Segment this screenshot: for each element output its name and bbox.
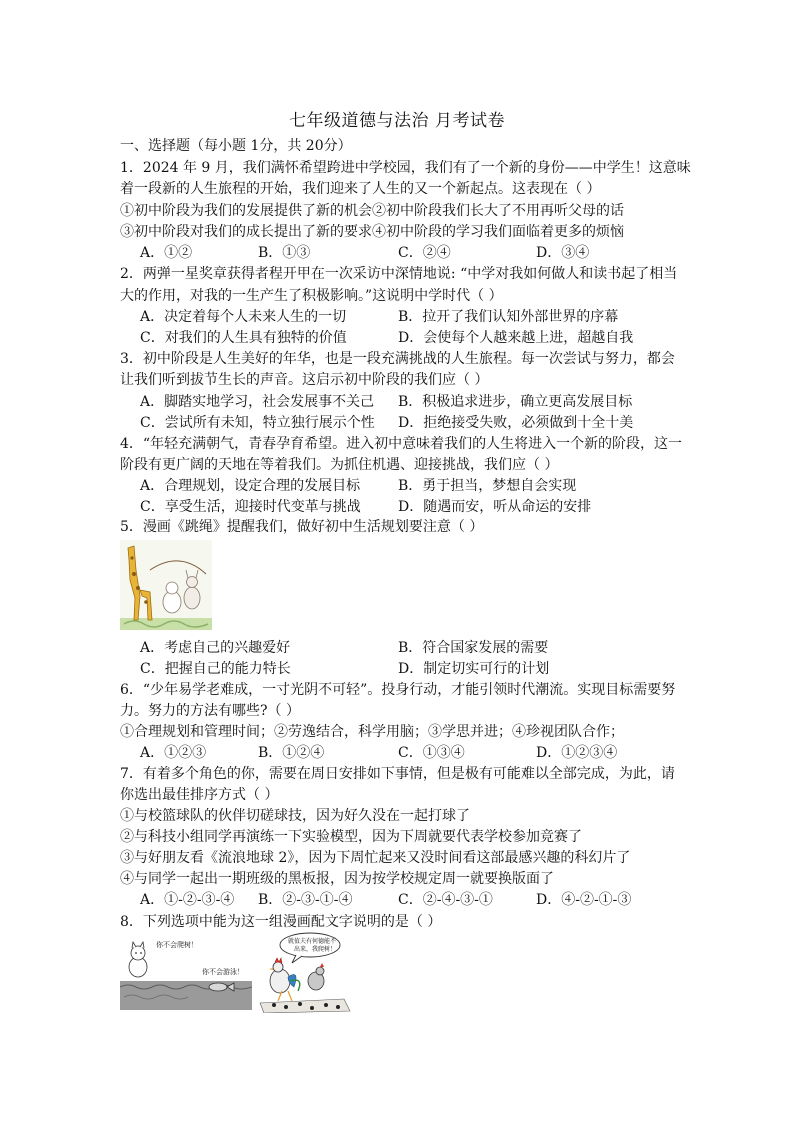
q7-stem-line-2: 你选出最佳排序方式（ ） [120, 787, 279, 803]
q2-stem-line-2: 大的作用，对我的一生产生了积极影响。”这说明中学时代（ ） [120, 288, 503, 304]
q2-option-c: C．对我们的人生具有独特的价值 [140, 330, 347, 346]
q4-option-b: B．勇于担当，梦想自会实现 [398, 478, 577, 494]
q8-cartoon-bubble-line-2: 出来，我爬树！ [294, 946, 337, 953]
q3-option-d: D．拒绝接受失败，必须做到十全十美 [398, 415, 634, 431]
q8-cartoon-left-image [120, 935, 252, 1010]
q4-stem-line-1: 4．“年轻充满朝气，青春孕育希望。进入初中意味着我们的人生将进入一个新的阶段，这一 [120, 436, 683, 452]
q2-option-d: D．会使每个人越来越上进，超越自我 [398, 330, 634, 346]
q2-option-a: A．决定着每个人未来人生的一切 [140, 309, 347, 325]
q7-option-c: C．②-④-③-① [398, 892, 493, 908]
q2-stem-line-1: 2．两弹一星奖章获得者程开甲在一次采访中深情地说: “中学对我如何做人和读书起了相当 [120, 266, 678, 282]
q3-stem-line-1: 3．初中阶段是人生美好的年华，也是一段充满挑战的人生旅程。每一次尝试与努力，都会 [120, 351, 675, 367]
page-title: 七年级道德与法治 月考试卷 [289, 111, 505, 131]
q8-cartoon-right-image [254, 931, 358, 1013]
q6-item-line-1: ①合理规划和管理时间；②劳逸结合，科学用脑；③学思并进；④珍视团队合作； [120, 724, 624, 740]
q8-cartoon-caption-2: 你不会游泳！ [202, 968, 244, 976]
q2-option-b: B．拉开了我们认知外部世界的序幕 [398, 309, 619, 325]
q3-option-b: B．积极追求进步，确立更高发展目标 [398, 394, 633, 410]
q7-item-2: ②与科技小组同学再演练一下实验模型，因为下周就要代表学校参加竞赛了 [120, 829, 582, 845]
q1-option-b: B．①③ [258, 245, 311, 261]
q6-stem-line-1: 6．“少年易学老难成，一寸光阴不可轻”。投身行动，才能引领时代潮流。实现目标需要努 [120, 682, 676, 698]
q7-option-d: D．④-②-①-③ [536, 892, 632, 908]
q7-option-a: A．①-②-③-④ [140, 892, 235, 908]
q5-stem: 5．漫画《跳绳》提醒我们，做好初中生活规划要注意（ ） [120, 519, 484, 535]
section-heading: 一、选择题（每小题 1分，共 20分） [120, 138, 352, 154]
q7-item-3: ③与好朋友看《流浪地球 2》，因为下周忙起来又没时间看这部最感兴趣的科幻片了 [120, 850, 631, 866]
q4-option-d: D．随遇而安，听从命运的安排 [398, 499, 592, 515]
q3-option-a: A．脚踏实地学习，社会发展事不关己 [140, 394, 375, 410]
q8-stem: 8．下列选项中能为这一组漫画配文字说明的是（ ） [120, 914, 442, 930]
q5-option-a: A．考虑自己的兴趣爱好 [140, 640, 291, 656]
q1-item-line-1: ①初中阶段为我们的发展提供了新的机会②初中阶段我们长大了不用再听父母的话 [120, 203, 624, 219]
q5-option-b: B．符合国家发展的需要 [398, 640, 549, 656]
q6-option-c: C．①③④ [398, 745, 465, 761]
q1-option-a: A．①② [140, 245, 193, 261]
q3-option-c: C．尝试所有未知，特立独行展示个性 [140, 415, 375, 431]
q1-stem-line-2: 着一段新的人生旅程的开始，我们迎来了人生的又一个新起点。这表现在（ ） [120, 181, 601, 197]
q6-option-b: B．①②④ [258, 745, 325, 761]
q6-option-d: D．①②③④ [536, 745, 618, 761]
q7-option-b: B．②-③-①-④ [258, 892, 353, 908]
q4-option-a: A．合理规划，设定合理的发展目标 [140, 478, 361, 494]
q1-option-d: D．③④ [536, 245, 590, 261]
q6-option-a: A．①②③ [140, 745, 207, 761]
q6-stem-line-2: 力。努力的方法有哪些?（ ） [120, 703, 300, 719]
q4-option-c: C．享受生活，迎接时代变革与挑战 [140, 499, 361, 515]
q1-option-c: C．②④ [398, 245, 451, 261]
q8-cartoon-caption-1: 你不会爬树！ [156, 941, 198, 949]
q3-stem-line-2: 让我们听到拔节生长的声音。这启示初中阶段的我们应（ ） [120, 372, 489, 388]
q1-item-line-2: ③初中阶段对我们的成长提出了新的要求④初中阶段的学习我们面临着更多的烦恼 [120, 224, 624, 240]
q7-stem-line-1: 7．有着多个角色的你，需要在周日安排如下事情，但是极有可能难以全部完成，为此，请 [120, 766, 675, 782]
q4-stem-line-2: 阶段有更广阔的天地在等着我们。为抓住机遇、迎接挑战，我们应（ ） [120, 457, 559, 473]
q5-option-c: C．把握自己的能力特长 [140, 661, 291, 677]
q1-stem-line-1: 1．2024 年 9 月，我们满怀希望跨进中学校园，我们有了一个新的身份——中学生！这意味 [120, 160, 691, 176]
q7-item-1: ①与校篮球队的伙伴切磋球技，因为好久没在一起打球了 [120, 808, 470, 824]
q8-cartoon-bubble-line-1: 就值夫有何德能不 [288, 938, 337, 945]
jump-rope-cartoon-image [120, 540, 212, 630]
q5-option-d: D．制定切实可行的计划 [398, 661, 550, 677]
q7-item-4: ④与同学一起出一期班级的黑板报，因为按学校规定周一就要换版面了 [120, 871, 554, 887]
